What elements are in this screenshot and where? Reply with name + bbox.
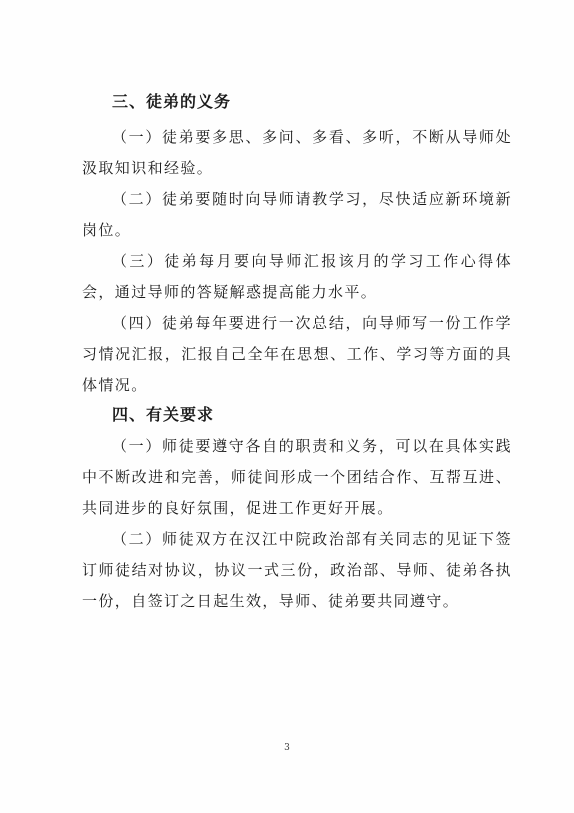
document-body (82, 92, 512, 617)
section-heading-requirements: 四、有关要求 (112, 405, 215, 424)
page-number: 3 (284, 743, 290, 753)
paragraph: （一）师徒要遵守各自的职责和义务，可以在具体实践中不断改进和完善，师徒间形成一个团结合作、互帮互进、共同进步的良好氛围，促进工作更好开展。 (82, 437, 512, 517)
section-heading-duties: 三、徒弟的义务 (112, 92, 232, 111)
paragraph: （一）徒弟要多思、多问、多看、多听，不断从导师处汲取知识和经验。 (82, 128, 512, 177)
paragraph: （三）徒弟每月要向导师汇报该月的学习工作心得体会，通过导师的答疑解惑提高能力水平。 (82, 252, 512, 301)
paragraph: （二）师徒双方在汉江中院政治部有关同志的见证下签订师徒结对协议，协议一式三份，政治部、导师、徒弟各执一份，自签订之日起生效，导师、徒弟要共同遵守。 (82, 530, 512, 610)
paragraph: （四）徒弟每年要进行一次总结，向导师写一份工作学习情况汇报，汇报自己全年在思想、工作、学习等方面的具体情况。 (82, 314, 512, 394)
paragraph: （二）徒弟要随时向导师请教学习，尽快适应新环境新岗位。 (82, 190, 512, 239)
